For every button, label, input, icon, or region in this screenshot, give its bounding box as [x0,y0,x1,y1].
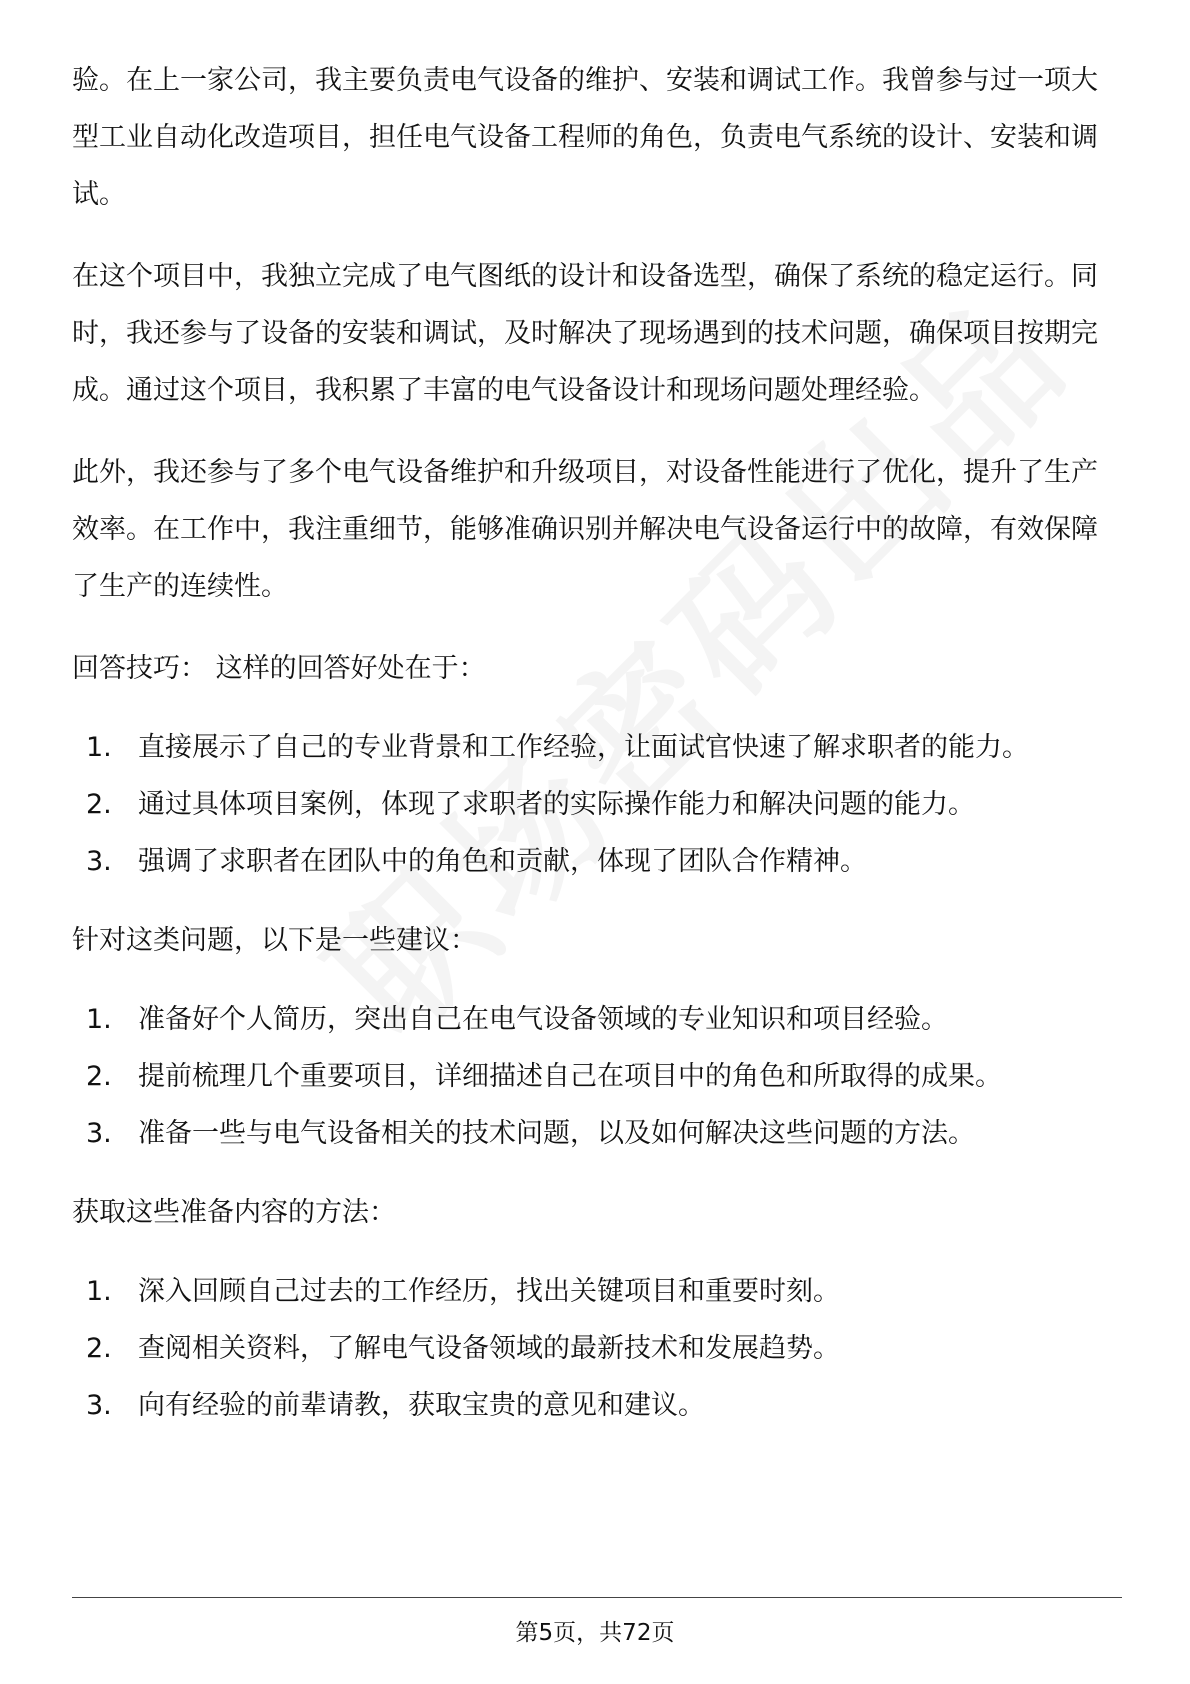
list-item [72,991,1122,1048]
list-number: 1. [86,732,112,763]
section-heading-answer-tips: 回答技巧： 这样的回答好处在于： [72,653,486,684]
list-text: 直接展示了自己的专业背景和工作经验，让面试官快速了解求职者的能力。 [138,732,1029,763]
list-item [72,776,1122,833]
section-heading-suggestions: 针对这类问题，以下是一些建议： [72,925,477,956]
list-text: 准备一些与电气设备相关的技术问题，以及如何解决这些问题的方法。 [138,1118,975,1149]
list-text: 通过具体项目案例，体现了求职者的实际操作能力和解决问题的能力。 [138,789,975,820]
list-number: 3. [86,1390,112,1421]
list-number: 1. [86,1276,112,1307]
list-item [72,1320,1122,1377]
list-text: 强调了求职者在团队中的角色和贡献，体现了团队合作精神。 [138,846,867,877]
preparation-methods-list [72,1263,1122,1434]
list-text: 深入回顾自己过去的工作经历，找出关键项目和重要时刻。 [138,1276,840,1307]
list-text: 查阅相关资料，了解电气设备领域的最新技术和发展趋势。 [138,1333,840,1364]
section-heading-preparation-methods: 获取这些准备内容的方法： [72,1197,396,1228]
list-number: 2. [86,1061,112,1092]
paragraph-3: 此外，我还参与了多个电气设备维护和升级项目，对设备性能进行了优化，提升了生产效率。在工作中，我注重细节，能够准确识别并解决电气设备运行中的故障，有效保障了生产的连续性。 [72,457,1098,602]
list-text: 提前梳理几个重要项目，详细描述自己在项目中的角色和所取得的成果。 [138,1061,1002,1092]
list-text: 向有经验的前辈请教，获取宝贵的意见和建议。 [138,1390,705,1421]
list-number: 2. [86,789,112,820]
paragraph-2: 在这个项目中，我独立完成了电气图纸的设计和设备选型，确保了系统的稳定运行。同时，我还参与了设备的安装和调试，及时解决了现场遇到的技术问题，确保项目按期完成。通过这个项目，我积累了丰富的电气设备设计和现场问题处理经验。 [72,261,1098,406]
list-number: 3. [86,1118,112,1149]
list-item [72,1377,1122,1434]
page-content [72,52,1122,1456]
list-number: 3. [86,846,112,877]
answer-tips-list [72,719,1122,890]
list-number: 1. [86,1004,112,1035]
page-number: 第5页，共72页 [515,1620,675,1646]
list-number: 2. [86,1333,112,1364]
footer-divider [72,1597,1122,1598]
list-item [72,1048,1122,1105]
list-item [72,719,1122,776]
list-item [72,833,1122,890]
paragraph-1: 验。在上一家公司，我主要负责电气设备的维护、安装和调试工作。我曾参与过一项大型工业自动化改造项目，担任电气设备工程师的角色，负责电气系统的设计、安装和调试。 [72,65,1098,210]
list-text: 准备好个人简历，突出自己在电气设备领域的专业知识和项目经验。 [138,1004,948,1035]
list-item [72,1105,1122,1162]
list-item [72,1263,1122,1320]
suggestions-list [72,991,1122,1162]
